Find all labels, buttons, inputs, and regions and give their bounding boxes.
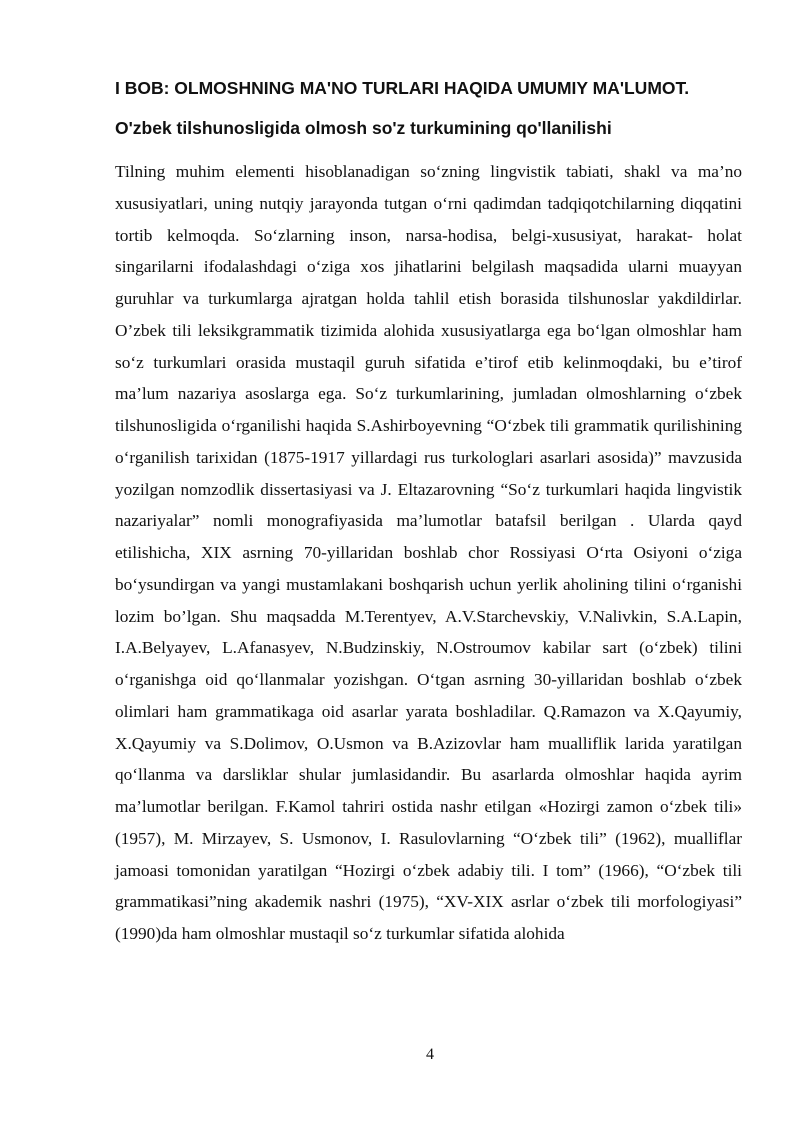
chapter-title: I BOB: OLMOSHNING MA'NO TURLARI HAQIDA UMUMIY MA'LUMOT. bbox=[115, 78, 690, 98]
body-paragraph: Tilning muhim elementi hisoblanadigan so‘zning lingvistik tabiati, shakl va ma’no xususiyatlari, uning nutqiy jarayonda tutgan o‘rni qadimdan tadqiqotchilarning diqqatini tortib kelmoqda. So‘zlarning inson, narsa-hodisa, belgi-xususiyat, harakat- holat singarilarni ifodalashdagi o‘ziga xos jihatlarini belgilash maqsadida ularni muayyan guruhlar va turkumlarga ajratgan holda tahlil etish borasida tilshunoslar yakdildirlar. O’zbek tili leksikgrammatik tizimida alohida xususiyatlarga ega bo‘lgan olmoshlar ham so‘z turkumlari orasida mustaqil guruh sifatida e’tirof etib kelinmoqdaki, bu e’tirof ma’lum nazariya asoslarga ega. So‘z turkumlarining, jumladan olmoshlarning o‘zbek tilshunosligida o‘rganilishi haqida S.Ashirboyevning “O‘zbek tili grammatik qurilishining o‘rganilish tarixidan (1875-1917 yillardagi rus turkologlari asarlari asosida)” mavzusida yozilgan nomzodlik dissertasiyasi va J. Eltazarovning “So‘z turkumlari haqida lingvistik nazariyalar” nomli monografiyasida ma’lumotlar batafsil berilgan . Ularda qayd etilishicha, XIX asrning 70-yillaridan boshlab chor Rossiyasi O‘rta Osiyoni o‘ziga bo‘ysundirgan va yangi mustamlakani boshqarish uchun yerlik aholining tilini o‘rganishi lozim bo’lgan. Shu maqsadda M.Terentyev, A.V.Starchevskiy, V.Nalivkin, S.A.Lapin, I.A.Belyayev, L.Afanasyev, N.Budzinskiy, N.Ostroumov kabilar sart (o‘zbek) tilini o‘rganishga oid qo‘llanmalar yozishgan. O‘tgan asrning 30-yillaridan boshlab o‘zbek olimlari ham grammatikaga oid asarlar yarata boshladilar. Q.Ramazon va X.Qayumiy, X.Qayumiy va S.Dolimov, O.Usmon va B.Azizovlar ham mualliflik larida yaratilgan qo‘llanma va darsliklar shular jumlasidandir. Bu asarlarda olmoshlar haqida ayrim ma’lumotlar berilgan. F.Kamol tahriri ostida nashr etilgan «Hozirgi zamon o‘zbek tili» (1957), M. Mirzayev, S. Usmonov, I. Rasulovlarning “O‘zbek tili” (1962), mualliflar jamoasi tomonidan yaratilgan “Hozirgi o‘zbek adabiy tili. I tom” (1966), “O‘zbek tili grammatikasi”ning akademik nashri (1975), “XV-XIX asrlar o‘zbek tili morfologiyasi” (1990)da ham olmoshlar mustaqil so‘z turkumlar sifatida alohida bbox=[115, 162, 742, 943]
section-title: O'zbek tilshunosligida olmosh so'z turkumining qo'llanilishi bbox=[115, 118, 612, 138]
page-number: 4 bbox=[426, 1046, 434, 1063]
